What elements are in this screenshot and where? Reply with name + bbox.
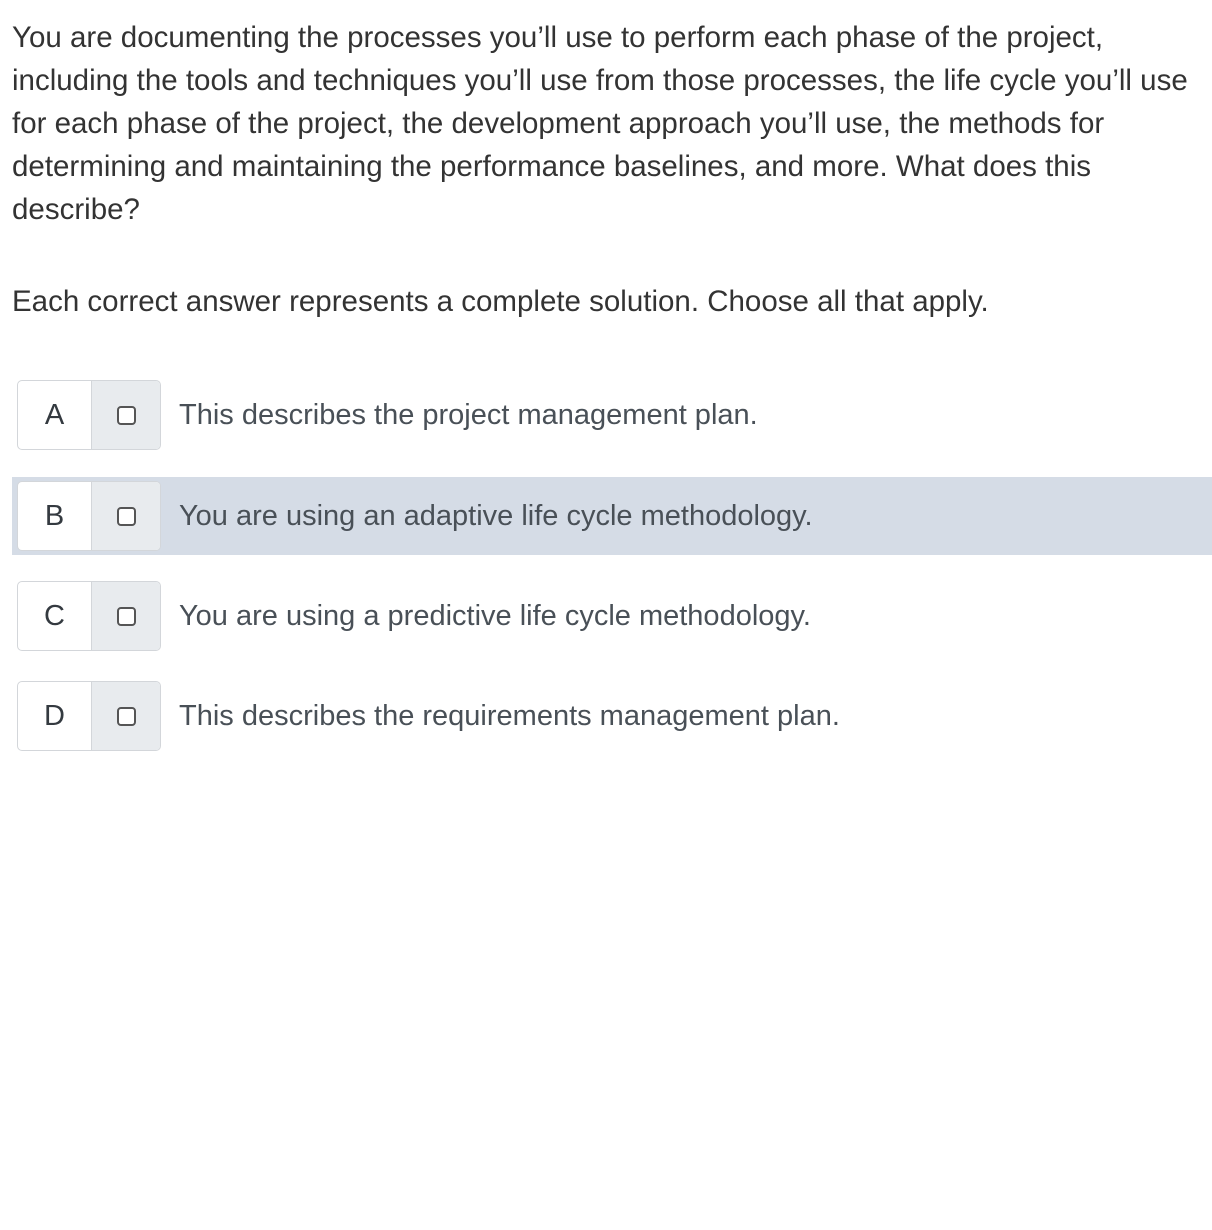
option-d[interactable] — [12, 677, 1212, 755]
option-text: You are using an adaptive life cycle methodology. — [179, 499, 813, 532]
checkbox-icon[interactable] — [117, 607, 136, 626]
option-b[interactable] — [12, 477, 1212, 555]
question-text: You are documenting the processes you’ll use to perform each phase of the project, including the tools and techniques you’ll use from those processes, the life cycle you’ll use for each phase of the project, the development approach you’ll use, the methods for determining and maintaining the performance baselines, and more. What does this describe? — [12, 21, 1188, 226]
checkbox-icon[interactable] — [117, 507, 136, 526]
option-letter: B — [18, 482, 92, 550]
option-a[interactable] — [12, 376, 1212, 454]
option-text: This describes the project management plan. — [179, 398, 758, 431]
option-text: You are using a predictive life cycle methodology. — [179, 599, 811, 632]
option-text: This describes the requirements management plan. — [179, 699, 840, 732]
option-letter: C — [18, 582, 92, 650]
option-c[interactable] — [12, 577, 1212, 655]
option-letter: D — [18, 682, 92, 750]
checkbox-icon[interactable] — [117, 707, 136, 726]
instruction-text: Each correct answer represents a complete solution. Choose all that apply. — [12, 285, 989, 318]
option-letter: A — [18, 381, 92, 449]
checkbox-icon[interactable] — [117, 406, 136, 425]
